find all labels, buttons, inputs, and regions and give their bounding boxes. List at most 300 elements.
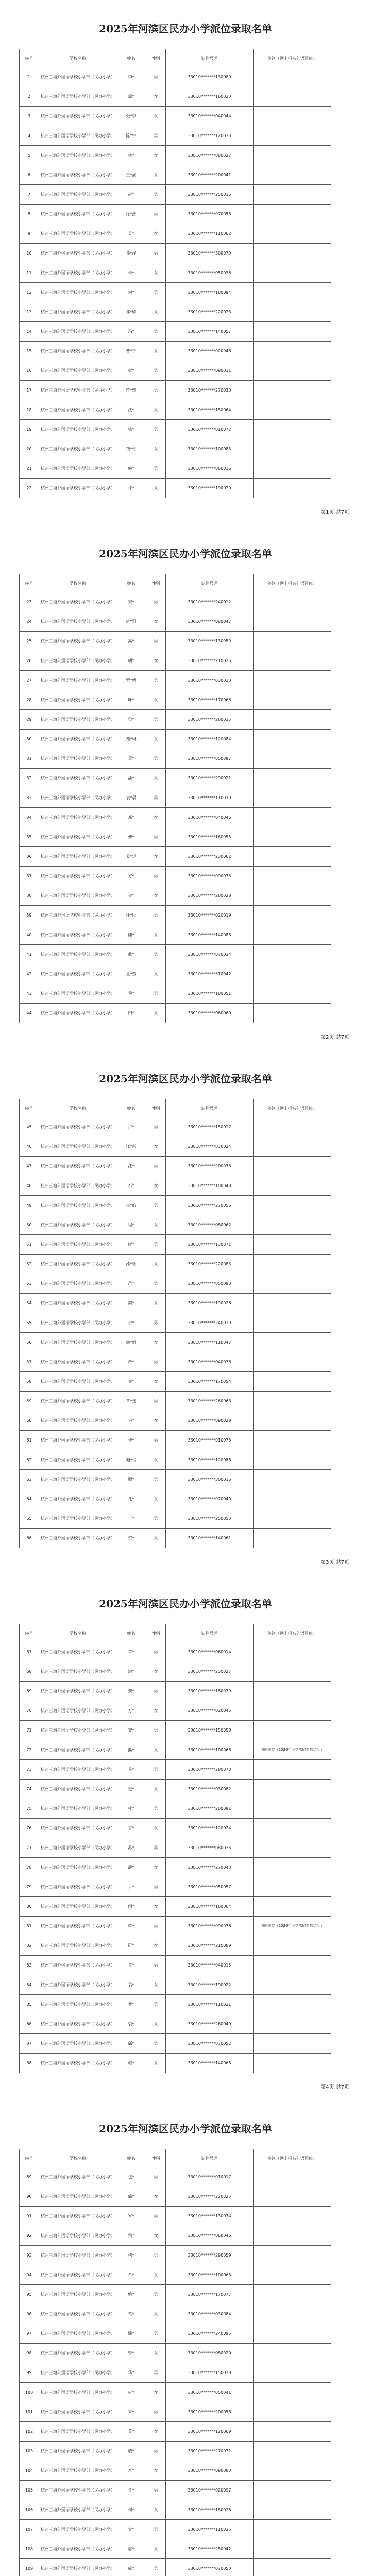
remark-cell <box>254 2539 331 2559</box>
student-name-cell: 滕* <box>116 2324 146 2344</box>
id-number-cell: 33010*******120033 <box>166 126 254 146</box>
school-name-cell: 杭州三塘外国语学校小学部（民办小学） <box>39 1701 116 1721</box>
student-name-cell: 谢*琳 <box>116 730 146 749</box>
gender-cell: 女 <box>146 1936 166 1956</box>
id-number-cell: 33010*******220023 <box>166 302 254 322</box>
id-number-cell: 33010*******040038 <box>166 1352 254 1372</box>
id-number-cell: 33010*******160064 <box>166 1897 254 1917</box>
id-number-cell: 33010*******270056 <box>166 1196 254 1215</box>
table-row <box>20 263 331 283</box>
student-name-cell: 罗*博 <box>116 671 146 690</box>
table-row <box>20 146 331 165</box>
row-index-cell: 55 <box>20 1313 39 1333</box>
row-index-cell: 29 <box>20 710 39 730</box>
school-name-cell: 杭州三塘外国语学校小学部（民办小学） <box>39 1975 116 1995</box>
remark-cell <box>254 651 331 671</box>
id-number-cell: 33010*******110062 <box>166 224 254 244</box>
row-index-cell: 32 <box>20 769 39 788</box>
student-name-cell: 尹* <box>116 1877 146 1897</box>
school-name-cell: 杭州三塘外国语学校小学部（民办小学） <box>39 984 116 1004</box>
student-name-cell: 秦* <box>116 1372 146 1392</box>
remark-cell <box>254 1956 331 1975</box>
school-name-cell: 杭州三塘外国语学校小学部（民办小学） <box>39 2226 116 2246</box>
id-number-cell: 33010*******190020 <box>166 479 254 498</box>
student-name-cell: 戚* <box>116 2442 146 2461</box>
table-row <box>20 984 331 1004</box>
remark-cell <box>254 283 331 302</box>
table-row <box>20 1431 331 1450</box>
id-number-cell: 33010*******100048 <box>166 1176 254 1196</box>
gender-cell: 男 <box>146 1760 166 1780</box>
table-row <box>20 749 331 769</box>
id-number-cell: 33010*******050097 <box>166 749 254 769</box>
gender-cell: 女 <box>146 2265 166 2285</box>
column-header: 备注（网上报名外语派位） <box>254 2149 331 2167</box>
row-index-cell: 42 <box>20 964 39 984</box>
id-number-cell: 33010*******150038 <box>166 2363 254 2383</box>
student-name-cell: 魏* <box>116 1294 146 1313</box>
table-row <box>20 1995 331 2014</box>
school-name-cell: 杭州三塘外国语学校小学部（民办小学） <box>39 1117 116 1137</box>
gender-cell: 男 <box>146 205 166 224</box>
gender-cell: 男 <box>146 420 166 439</box>
id-number-cell: 33010*******190022 <box>166 1975 254 1995</box>
gender-cell: 男 <box>146 710 166 730</box>
row-index-cell: 68 <box>20 1662 39 1682</box>
table-row <box>20 2383 331 2402</box>
remark-cell <box>254 1489 331 1509</box>
id-number-cell: 33010*******210089 <box>166 1936 254 1956</box>
gender-cell: 女 <box>146 2383 166 2402</box>
id-number-cell: 33010*******030082 <box>166 1780 254 1799</box>
table-row <box>20 2461 331 2481</box>
id-number-cell: 33010*******120088 <box>166 1450 254 1470</box>
row-index-cell: 36 <box>20 847 39 867</box>
table-row <box>20 1780 331 1799</box>
page-title: 2025年河滨区民办小学派位录取名单 <box>99 1598 272 1610</box>
table-row <box>20 185 331 205</box>
id-number-cell: 33010*******060046 <box>166 2226 254 2246</box>
id-number-cell: 33010*******060069 <box>166 1004 254 1023</box>
table-row <box>20 964 331 984</box>
student-name-cell: 甘* <box>116 2520 146 2539</box>
row-index-cell: 57 <box>20 1352 39 1372</box>
table-row <box>20 671 331 690</box>
id-number-cell: 33010*******230027 <box>166 1662 254 1682</box>
gender-cell: 男 <box>146 2324 166 2344</box>
id-number-cell: 33010*******240012 <box>166 592 254 612</box>
table-row <box>20 1411 331 1431</box>
student-name-cell: 邱* <box>116 2034 146 2054</box>
remark-cell <box>254 420 331 439</box>
school-name-cell: 杭州三塘外国语学校小学部（民办小学） <box>39 1294 116 1313</box>
student-name-cell: 曹*宁 <box>116 342 146 361</box>
id-number-cell: 33010*******150058 <box>166 1721 254 1740</box>
school-name-cell: 杭州三塘外国语学校小学部（民办小学） <box>39 710 116 730</box>
remark-cell <box>254 2324 331 2344</box>
table-row <box>20 67 331 87</box>
student-name-cell: 戴* <box>116 945 146 964</box>
school-name-cell: 杭州三塘外国语学校小学部（民办小学） <box>39 1995 116 2014</box>
student-name-cell: 王*涵 <box>116 165 146 185</box>
table-row <box>20 1313 331 1333</box>
table-row <box>20 2014 331 2034</box>
gender-cell: 女 <box>146 1255 166 1274</box>
gender-cell: 男 <box>146 632 166 651</box>
gender-cell: 女 <box>146 1450 166 1470</box>
student-name-cell: 吴* <box>116 224 146 244</box>
student-name-cell: 虞* <box>116 2559 146 2576</box>
gender-cell: 女 <box>146 1740 166 1760</box>
row-index-cell: 104 <box>20 2461 39 2481</box>
id-number-cell: 33010*******140086 <box>166 925 254 945</box>
student-name-cell: 杨* <box>116 420 146 439</box>
student-name-cell: 韩* <box>116 459 146 479</box>
row-index-cell: 54 <box>20 1294 39 1313</box>
table-row <box>20 1721 331 1740</box>
column-header: 性别 <box>146 2149 166 2167</box>
table-row <box>20 847 331 867</box>
row-index-cell: 20 <box>20 439 39 459</box>
row-index-cell: 16 <box>20 361 39 381</box>
school-name-cell: 杭州三塘外国语学校小学部（民办小学） <box>39 1858 116 1877</box>
school-name-cell: 杭州三塘外国语学校小学部（民办小学） <box>39 67 116 87</box>
table-row <box>20 1274 331 1294</box>
remark-cell <box>254 984 331 1004</box>
remark-cell <box>254 730 331 749</box>
remark-cell <box>254 126 331 146</box>
id-number-cell: 33010*******250042 <box>166 2539 254 2559</box>
id-number-cell: 33010*******050090 <box>166 1274 254 1294</box>
row-index-cell: 96 <box>20 2304 39 2324</box>
id-number-cell: 33010*******050036 <box>166 263 254 283</box>
remark-cell <box>254 827 331 847</box>
gender-cell: 女 <box>146 964 166 984</box>
gender-cell: 女 <box>146 2187 166 2207</box>
table-row <box>20 361 331 381</box>
student-name-cell: 郑*欣 <box>116 302 146 322</box>
remark-cell <box>254 867 331 886</box>
student-name-cell: 范* <box>116 1274 146 1294</box>
row-index-cell: 71 <box>20 1721 39 1740</box>
table-row <box>20 1877 331 1897</box>
gender-cell: 女 <box>146 342 166 361</box>
id-number-cell: 33010*******050057 <box>166 1877 254 1897</box>
remark-cell <box>254 479 331 498</box>
table-header-row <box>20 574 331 592</box>
remark-cell <box>254 612 331 632</box>
remark-cell <box>254 1721 331 1740</box>
page-number: 第3页 共7页 <box>321 1560 349 1565</box>
school-name-cell: 杭州三塘外国语学校小学部（民办小学） <box>39 1740 116 1760</box>
school-name-cell: 杭州三塘外国语学校小学部（民办小学） <box>39 2500 116 2520</box>
remark-cell <box>254 1760 331 1780</box>
row-index-cell: 67 <box>20 1642 39 1662</box>
admission-table <box>19 1624 331 2073</box>
gender-cell: 女 <box>146 224 166 244</box>
row-index-cell: 28 <box>20 690 39 710</box>
student-name-cell: 叶* <box>116 690 146 710</box>
student-name-cell: 方* <box>116 867 146 886</box>
school-name-cell: 杭州三塘外国语学校小学部（民办小学） <box>39 925 116 945</box>
table-row <box>20 827 331 847</box>
table-row <box>20 1450 331 1470</box>
school-name-cell: 杭州三塘外国语学校小学部（民办小学） <box>39 361 116 381</box>
page-title: 2025年河滨区民办小学派位录取名单 <box>99 1073 272 1085</box>
row-index-cell: 14 <box>20 322 39 342</box>
row-index-cell: 37 <box>20 867 39 886</box>
gender-cell: 女 <box>146 769 166 788</box>
table-row <box>20 420 331 439</box>
column-header: 姓名 <box>116 574 146 592</box>
student-name-cell: 田* <box>116 1004 146 1023</box>
remark-cell <box>254 964 331 984</box>
gender-cell: 男 <box>146 788 166 808</box>
row-index-cell: 17 <box>20 381 39 400</box>
id-number-cell: 33010*******180051 <box>166 984 254 1004</box>
remark-cell <box>254 1137 331 1157</box>
student-name-cell: 阮* <box>116 1936 146 1956</box>
gender-cell: 男 <box>146 1117 166 1137</box>
table-row <box>20 2344 331 2363</box>
table-row <box>20 1740 331 1760</box>
remark-cell <box>254 2461 331 2481</box>
column-header: 证件号码 <box>166 1624 254 1642</box>
remark-cell <box>254 1529 331 1548</box>
table-row <box>20 612 331 632</box>
gender-cell: 女 <box>146 1701 166 1721</box>
gender-cell: 男 <box>146 244 166 263</box>
school-name-cell: 杭州三塘外国语学校小学部（民办小学） <box>39 1780 116 1799</box>
remark-cell <box>254 945 331 964</box>
id-number-cell: 33010*******010075 <box>166 1431 254 1450</box>
remark-cell <box>254 632 331 651</box>
table-row <box>20 1117 331 1137</box>
id-number-cell: 33010*******020048 <box>166 342 254 361</box>
row-index-cell: 12 <box>20 283 39 302</box>
gender-cell: 女 <box>146 1529 166 1548</box>
table-header-row <box>20 1624 331 1642</box>
student-name-cell: 薛* <box>116 1858 146 1877</box>
remark-cell <box>254 2226 331 2246</box>
student-name-cell: 万* <box>116 1701 146 1721</box>
column-header: 学校名称 <box>39 1624 116 1642</box>
school-name-cell: 杭州三塘外国语学校小学部（民办小学） <box>39 1255 116 1274</box>
student-name-cell: 任*阳 <box>116 906 146 925</box>
row-index-cell: 81 <box>20 1917 39 1936</box>
school-name-cell: 杭州三塘外国语学校小学部（民办小学） <box>39 2461 116 2481</box>
id-number-cell: 33010*******020097 <box>166 2481 254 2500</box>
table-row <box>20 925 331 945</box>
gender-cell: 男 <box>146 67 166 87</box>
student-name-cell: 汪* <box>116 1157 146 1176</box>
document-page <box>0 1575 371 2100</box>
remark-cell <box>254 1662 331 1682</box>
table-row <box>20 2500 331 2520</box>
id-number-cell: 33010*******030084 <box>166 2304 254 2324</box>
student-name-cell: 袁*晨 <box>116 788 146 808</box>
remark-cell <box>254 2402 331 2422</box>
id-number-cell: 33010*******200056 <box>166 2402 254 2422</box>
table-row <box>20 2187 331 2207</box>
school-name-cell: 杭州三塘外国语学校小学部（民办小学） <box>39 2014 116 2034</box>
page-number: 第1页 共7页 <box>321 510 349 515</box>
row-index-cell: 26 <box>20 651 39 671</box>
row-index-cell: 3 <box>20 107 39 126</box>
row-index-cell: 9 <box>20 224 39 244</box>
gender-cell: 男 <box>146 1995 166 2014</box>
school-name-cell: 杭州三塘外国语学校小学部（民办小学） <box>39 146 116 165</box>
gender-cell: 男 <box>146 2034 166 2054</box>
table-row <box>20 1975 331 1995</box>
remark-cell <box>254 2167 331 2187</box>
remark-cell <box>254 2363 331 2383</box>
gender-cell: 男 <box>146 361 166 381</box>
gender-cell: 男 <box>146 1956 166 1975</box>
id-number-cell: 33010*******120024 <box>166 1819 254 1838</box>
id-number-cell: 33010*******170054 <box>166 1372 254 1392</box>
table-row <box>20 2559 331 2576</box>
student-name-cell: 徐*然 <box>116 205 146 224</box>
id-number-cell: 33010*******080036 <box>166 1838 254 1858</box>
remark-cell <box>254 1897 331 1917</box>
remark-cell <box>254 322 331 342</box>
row-index-cell: 43 <box>20 984 39 1004</box>
remark-cell <box>254 1157 331 1176</box>
gender-cell: 女 <box>146 2500 166 2520</box>
row-index-cell: 1 <box>20 67 39 87</box>
row-index-cell: 109 <box>20 2559 39 2576</box>
row-index-cell: 99 <box>20 2363 39 2383</box>
remark-cell <box>254 165 331 185</box>
school-name-cell: 杭州三塘外国语学校小学部（民办小学） <box>39 1799 116 1819</box>
student-name-cell: 陈*宇 <box>116 126 146 146</box>
id-number-cell: 33010*******130034 <box>166 2207 254 2226</box>
remark-cell <box>254 1392 331 1411</box>
student-name-cell: 林* <box>116 146 146 165</box>
student-name-cell: 潘* <box>116 769 146 788</box>
school-name-cell: 杭州三塘外国语学校小学部（民办小学） <box>39 1274 116 1294</box>
id-number-cell: 33010*******300016 <box>166 1470 254 1489</box>
id-number-cell: 33010*******100066 <box>166 1740 254 1760</box>
gender-cell: 女 <box>146 1372 166 1392</box>
gender-cell: 男 <box>146 1352 166 1372</box>
id-number-cell: 33010*******010017 <box>166 2167 254 2187</box>
id-number-cell: 33010*******270030 <box>166 381 254 400</box>
gender-cell: 女 <box>146 847 166 867</box>
student-name-cell: 褚* <box>116 2246 146 2265</box>
gender-cell: 男 <box>146 2285 166 2304</box>
id-number-cell: 33010*******240019 <box>166 1313 254 1333</box>
student-name-cell: 蒋* <box>116 1917 146 1936</box>
table-row <box>20 2304 331 2324</box>
student-name-cell: 易* <box>116 1760 146 1780</box>
student-name-cell: 许* <box>116 479 146 498</box>
id-number-cell: 33010*******130071 <box>166 1235 254 1255</box>
gender-cell: 男 <box>146 1431 166 1450</box>
student-name-cell: 夏*萱 <box>116 964 146 984</box>
row-index-cell: 30 <box>20 730 39 749</box>
gender-cell: 男 <box>146 322 166 342</box>
remark-cell <box>254 1936 331 1956</box>
table-row <box>20 2520 331 2539</box>
remark-cell <box>254 1117 331 1137</box>
student-name-cell: 董* <box>116 749 146 769</box>
student-name-cell: 熊* <box>116 1740 146 1760</box>
table-row <box>20 439 331 459</box>
student-name-cell: 姜*诺 <box>116 847 146 867</box>
remark-cell <box>254 2442 331 2461</box>
gender-cell: 男 <box>146 1682 166 1701</box>
school-name-cell: 杭州三塘外国语学校小学部（民办小学） <box>39 1877 116 1897</box>
id-number-cell: 33010*******150064 <box>166 400 254 420</box>
table-row <box>20 2422 331 2442</box>
student-name-cell: 楼* <box>116 1431 146 1450</box>
student-name-cell: 李* <box>116 67 146 87</box>
remark-cell <box>254 1858 331 1877</box>
student-name-cell: 余* <box>116 1313 146 1333</box>
school-name-cell: 杭州三塘外国语学校小学部（民办小学） <box>39 2324 116 2344</box>
school-name-cell: 杭州三塘外国语学校小学部（民办小学） <box>39 1450 116 1470</box>
id-number-cell: 33010*******260035 <box>166 710 254 730</box>
id-number-cell: 33010*******210026 <box>166 651 254 671</box>
gender-cell: 男 <box>146 185 166 205</box>
id-number-cell: 33010*******270071 <box>166 2442 254 2461</box>
table-row <box>20 87 331 107</box>
remark-cell <box>254 788 331 808</box>
student-name-cell: 胡* <box>116 651 146 671</box>
id-number-cell: 33010*******280073 <box>166 1760 254 1780</box>
gender-cell: 女 <box>146 439 166 459</box>
gender-cell: 女 <box>146 1333 166 1352</box>
remark-cell: 同胞派位（2026年小学部招生第二批） <box>254 1917 331 1936</box>
remark-cell <box>254 107 331 126</box>
table-row <box>20 1662 331 1682</box>
remark-cell <box>254 1470 331 1489</box>
row-index-cell: 2 <box>20 87 39 107</box>
column-header: 学校名称 <box>39 49 116 67</box>
table-row <box>20 1255 331 1274</box>
id-number-cell: 33010*******250053 <box>166 1509 254 1529</box>
gender-cell: 男 <box>146 945 166 964</box>
student-name-cell: 来* <box>116 2402 146 2422</box>
id-number-cell: 33010*******130059 <box>166 632 254 651</box>
table-row <box>20 1196 331 1215</box>
row-index-cell: 31 <box>20 749 39 769</box>
table-row <box>20 2207 331 2226</box>
table-row <box>20 1470 331 1489</box>
id-number-cell: 33010*******040046 <box>166 808 254 827</box>
gender-cell: 女 <box>146 87 166 107</box>
remark-cell <box>254 1819 331 1838</box>
row-index-cell: 97 <box>20 2324 39 2344</box>
gender-cell: 女 <box>146 1489 166 1509</box>
row-index-cell: 7 <box>20 185 39 205</box>
gender-cell: 女 <box>146 1975 166 1995</box>
id-number-cell: 33010*******150017 <box>166 1117 254 1137</box>
id-number-cell: 33010*******160055 <box>166 827 254 847</box>
table-row <box>20 302 331 322</box>
school-name-cell: 杭州三塘外国语学校小学部（民办小学） <box>39 651 116 671</box>
row-index-cell: 95 <box>20 2285 39 2304</box>
school-name-cell: 杭州三塘外国语学校小学部（民办小学） <box>39 1431 116 1450</box>
row-index-cell: 11 <box>20 263 39 283</box>
gender-cell: 女 <box>146 1780 166 1799</box>
school-name-cell: 杭州三塘外国语学校小学部（民办小学） <box>39 1392 116 1411</box>
row-index-cell: 61 <box>20 1431 39 1450</box>
table-row <box>20 1956 331 1975</box>
remark-cell <box>254 400 331 420</box>
